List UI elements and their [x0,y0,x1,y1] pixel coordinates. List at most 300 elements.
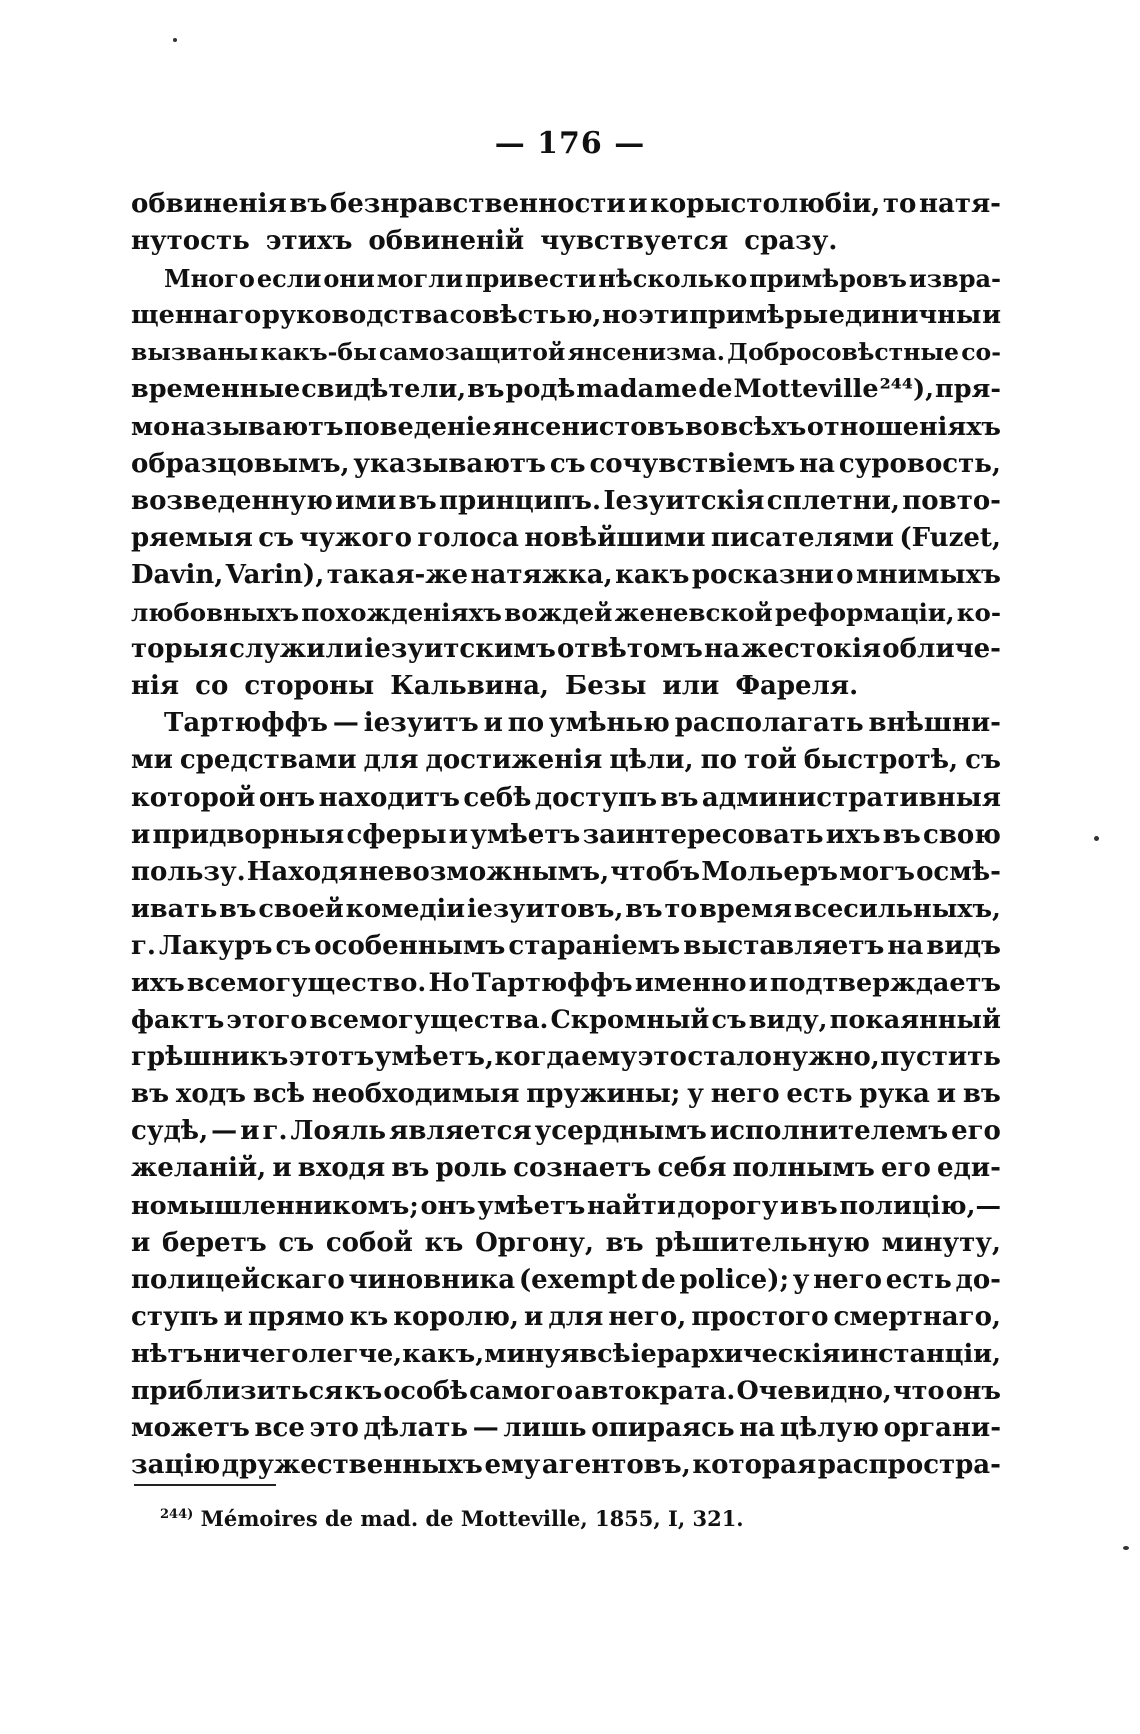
word: умѣетъ [470,819,581,850]
word: Находя [246,856,358,887]
text-line [131,1299,1001,1336]
word: въ [391,1153,430,1184]
word: и [483,708,503,739]
word: въ [625,893,663,924]
word: натя- [918,189,1001,219]
word: входя [297,1153,386,1184]
word: въ [660,782,699,813]
word: всѣ [579,1338,631,1369]
word: какъ [615,559,690,590]
text-line [131,742,1001,779]
word: сплетни, [766,485,900,516]
word: женевской [614,598,773,628]
text-line [131,891,1001,928]
word: въ [800,1190,838,1221]
word: ряемыя [131,522,253,553]
word: янсенистовъ [492,411,685,442]
word: во [685,411,720,442]
word: ступъ [131,1301,219,1332]
word: полицейскаго [131,1264,345,1295]
text-line [131,1002,1001,1039]
word: агентовъ, [541,1450,691,1481]
word: отвѣтомъ [557,634,703,665]
word: умѣнью [548,708,670,739]
word: но [602,300,638,331]
text-line [131,1039,1001,1076]
word: какъ, [402,1338,485,1369]
word: возведенную [131,485,333,516]
word: невозможнымъ, [358,856,610,887]
word: могъ [839,856,915,887]
word: зацію [131,1450,221,1481]
word: о [836,559,854,590]
word: Скромный [550,1005,710,1036]
word: г. [131,930,156,961]
word: Лакуръ [159,930,273,961]
word: административныя [701,782,1001,813]
footnote-divider [134,1484,276,1486]
word: къ [349,1301,389,1332]
footnote-marker: 244) [160,1507,194,1522]
word: сразу. [744,226,838,257]
word: онъ [420,1190,476,1221]
word: и [272,1153,292,1184]
word: которая [692,1450,817,1481]
word: de [698,374,733,405]
word: умѣетъ, [374,1042,494,1073]
footnote [160,1506,744,1531]
word: то [664,893,698,924]
text-line [131,668,1001,705]
word: нѣтъ [131,1338,203,1369]
text-line [131,297,1001,334]
word: это [309,1413,359,1444]
word: приблизиться [131,1376,343,1406]
word: обличе- [882,634,1001,665]
word: и [936,1079,956,1110]
text-line [131,594,1001,631]
word: подтверждаетъ [769,967,1001,998]
word: когда [494,1042,581,1073]
scan-speck [173,38,177,42]
word: Очевидно, [736,1376,892,1406]
word: Добросовѣстные [727,338,959,367]
word: какъ-бы [260,338,377,367]
word: стараніемъ [508,930,681,961]
word: самозащитой [378,338,566,367]
word: себѣ [463,782,532,813]
footnote-text: Mémoires de mad. de Motteville, 1855, I, 321. [200,1506,744,1531]
word: минуту, [881,1227,1001,1258]
word: фактъ [131,1005,225,1036]
word: этихъ [265,226,353,257]
word: Іезуитскія [603,485,765,516]
word: до- [955,1264,1001,1295]
word: самого [469,1376,573,1406]
word: ко- [956,598,1001,628]
word: отношеніяхъ [806,411,1001,442]
word: въ [131,1079,170,1110]
word: со [195,671,229,702]
word: на [739,1413,776,1444]
word: нутость [131,226,250,257]
word: реформаціи, [774,598,955,628]
word: янсенизма. [567,338,725,367]
word: усерднымъ [534,1116,707,1147]
word: примѣровъ [749,264,907,294]
word: съ [275,930,312,961]
text-line [131,186,1001,223]
word: въ [289,189,328,219]
word: своей [258,893,344,924]
text-line [131,1150,1001,1187]
word: корыстолюбіи, [650,189,881,219]
word: съ [711,1005,747,1036]
word: привести [464,264,597,294]
word: росказни [691,559,834,590]
word: нѣсколько [598,264,748,294]
word: королю, [393,1301,519,1332]
word: цѣлую [779,1413,879,1444]
word: него, [608,1301,687,1332]
word: дорогу [677,1190,779,1221]
word: для [363,745,419,776]
word: чувствуется [540,226,729,257]
word: въ [605,1227,644,1258]
word: жестокія [741,634,882,665]
word: Motteville [733,374,879,405]
word: органи- [883,1413,1001,1444]
word: ничего [203,1338,309,1369]
word: вождей [504,598,613,628]
word: Много [164,264,255,294]
word: лишь [503,1413,587,1444]
word: похожденіяхъ [301,598,502,628]
word: — [472,1413,499,1444]
word: все [254,1413,305,1444]
word: мнимыхъ [855,559,1001,590]
word: мо [131,411,171,442]
word: можетъ [131,1413,250,1444]
word: нужно, [772,1042,880,1073]
word: голоса [417,522,519,553]
word: извра- [908,264,1001,294]
word: заинтересовать [582,819,824,850]
text-line [131,965,1001,1002]
word: на [799,448,836,479]
text-line [131,1336,1001,1373]
word: ходъ [175,1079,246,1110]
word: чужого [299,522,412,553]
word: полнымъ [732,1153,875,1184]
word: ²⁴⁴), [879,374,935,405]
word: у [687,1079,704,1110]
word: дѣлать [363,1413,469,1444]
word: дружественныхъ [221,1450,483,1481]
text-line [131,1076,1001,1113]
word: Фареля. [735,671,859,702]
word: цѣли, [609,745,694,776]
word: police); [679,1264,790,1295]
text-line [131,1225,1001,1262]
word: образцовымъ, [131,448,350,479]
word: всѣ [252,1079,306,1110]
word: писателями [710,522,894,553]
word: новѣйшими [524,522,706,553]
word: и [448,819,469,850]
word: іерархическія [630,1338,841,1369]
word: распростра- [817,1450,1001,1481]
word: комедіи [345,893,466,924]
word: или [662,671,720,702]
word: они [323,264,375,294]
word: въ [467,374,505,405]
word: инстанціи, [840,1338,1001,1369]
word: сознаетъ [513,1153,652,1184]
word: родѣ [505,374,576,405]
word: стало [687,1042,772,1073]
word: къ [344,1376,383,1406]
word: есть [885,1264,952,1295]
word: есть [786,1079,853,1110]
word: Тартюффъ [471,967,633,998]
word: него [710,1079,780,1110]
word: именно [634,967,747,998]
word: найти [586,1190,676,1221]
word: этотъ [288,1042,375,1073]
word: совѣстью, [449,300,602,331]
word: доступъ [534,782,658,813]
word: щеннаго [131,300,262,331]
word: выставляетъ [683,930,885,961]
text-line [131,928,1001,965]
word: ему [581,1042,638,1073]
word: обвиненій [368,226,525,257]
text-line [131,1410,1001,1447]
word: внѣшни- [868,708,1001,739]
text-line [131,854,1001,891]
text-line [131,334,1001,371]
text-line [131,520,1001,557]
word: съ [549,448,586,479]
word: и [628,189,648,219]
word: находитъ [318,782,460,813]
word: Но [428,967,470,998]
word: свидѣтели, [301,374,467,405]
word: пружины; [526,1079,681,1110]
word: средствами [179,745,357,776]
word: время [699,893,792,924]
word: въ [882,819,921,850]
text-line [131,409,1001,446]
word: вызваны [131,338,259,367]
word: примѣры [689,300,829,331]
word: такая-же [326,559,469,590]
word: умѣетъ [477,1190,586,1221]
word: легче, [308,1338,403,1369]
word: принципъ. [439,485,602,516]
word: простого [691,1301,829,1332]
word: іезуитъ [363,708,479,739]
word: со- [961,338,1001,367]
word: Безы [564,671,647,702]
word: Оргону, [475,1227,594,1258]
word: собой [325,1227,413,1258]
text-line [131,1262,1001,1299]
word: ихъ [825,819,881,850]
word: быстротѣ, [803,745,959,776]
page-number: — 176 — [494,126,646,161]
word: располагать [674,708,864,739]
word: — [211,1116,238,1147]
word: роль [435,1153,507,1184]
word: покаянный [829,1005,1001,1036]
word: смертнаго, [833,1301,1001,1332]
word: всемогущества. [309,1005,549,1036]
word: и [748,967,768,998]
word: временные [131,374,301,405]
word: видъ [926,930,1001,961]
word: судѣ, [131,1116,209,1147]
text-line [131,1447,1001,1484]
word: на [887,930,924,961]
word: необходимыя [311,1079,520,1110]
word: de [641,1264,676,1295]
word: всесильныхъ, [793,893,1001,924]
word: осмѣ- [916,856,1001,887]
word: онъ [258,782,316,813]
text-line [131,483,1001,520]
word: ему [484,1450,541,1481]
word: обвиненія [131,189,287,219]
word: съ [278,1227,315,1258]
word: пустить [880,1042,1001,1073]
word: опираясь [591,1413,735,1444]
word: придворныя [152,819,345,850]
text-line [131,780,1001,817]
word: могли [376,264,463,294]
word: нія [131,671,180,702]
word: полицію,— [839,1190,1001,1221]
word: въ [962,1079,1001,1110]
word: минуя [484,1338,580,1369]
scan-speck [1094,836,1099,841]
word: и [223,1301,243,1332]
word: и [131,819,151,850]
word: является [389,1116,532,1147]
word: если [256,264,322,294]
word: рѣшительную [655,1227,870,1258]
body-text [131,186,1001,1484]
word: той [744,745,797,776]
word: (Fuzet, [899,522,1001,553]
word: повто- [902,485,1001,516]
word: madame [576,374,698,405]
word: и [779,1190,799,1221]
word: и [240,1116,260,1147]
text-line [131,446,1001,483]
text-line [131,557,1001,594]
word: беретъ [161,1227,267,1258]
word: торыя [131,634,228,665]
word: по [507,708,545,739]
word: себя [657,1153,727,1184]
word: особѣ [383,1376,468,1406]
word: сочувствіемъ [589,448,796,479]
word: грѣшникъ [131,1042,289,1073]
word: номышленникомъ; [131,1190,419,1221]
word: называютъ [170,411,344,442]
word: свою [922,819,1001,850]
word: на [704,634,740,665]
word: г. [262,1116,288,1147]
word: то [882,189,917,219]
word: іезуитовъ, [466,893,624,924]
word: суровость, [838,448,1001,479]
word: желаній, [131,1153,267,1184]
word: рука [859,1079,930,1110]
text-line [131,1373,1001,1410]
word: и [524,1301,544,1332]
word: въ [398,485,437,516]
word: чтобъ [610,856,701,887]
word: достиженія [425,745,603,776]
word: прямо [248,1301,345,1332]
word: съ [965,745,1001,776]
word: онъ [945,1376,1001,1406]
word: натяжка, [470,559,613,590]
word: сферы [346,819,447,850]
text-line [131,1188,1001,1225]
word: всѣхъ [720,411,807,442]
text-line [131,631,1001,668]
word: — [332,708,359,739]
word: ми [131,745,173,776]
word: указываютъ [353,448,546,479]
word: у [792,1264,810,1295]
word: Мольеръ [701,856,838,887]
word: его [881,1153,931,1184]
word: этого [226,1005,308,1036]
word: чиновника [348,1264,516,1295]
text-line [131,371,1001,408]
text-line [131,1113,1001,1150]
word: и [131,1227,151,1258]
word: него [813,1264,882,1295]
word: Varin), [225,559,325,590]
word: еди- [936,1153,1001,1184]
word: стороны [244,671,375,702]
word: единичны [828,300,982,331]
word: виду, [748,1005,828,1036]
text-line [131,260,1001,297]
word: автократа. [574,1376,736,1406]
word: съ [258,522,294,553]
word: ивать [131,893,218,924]
word: что [893,1376,945,1406]
text-line [131,223,1001,260]
word: безнравственности [329,189,626,219]
word: ихъ [131,967,185,998]
word: исполнителемъ [709,1116,949,1147]
text-line [131,817,1001,854]
word: руководства [261,300,449,331]
text-line [131,705,1001,742]
word: въ [219,893,257,924]
word: служили [229,634,364,665]
word: его [951,1116,1001,1147]
word: это [637,1042,687,1073]
